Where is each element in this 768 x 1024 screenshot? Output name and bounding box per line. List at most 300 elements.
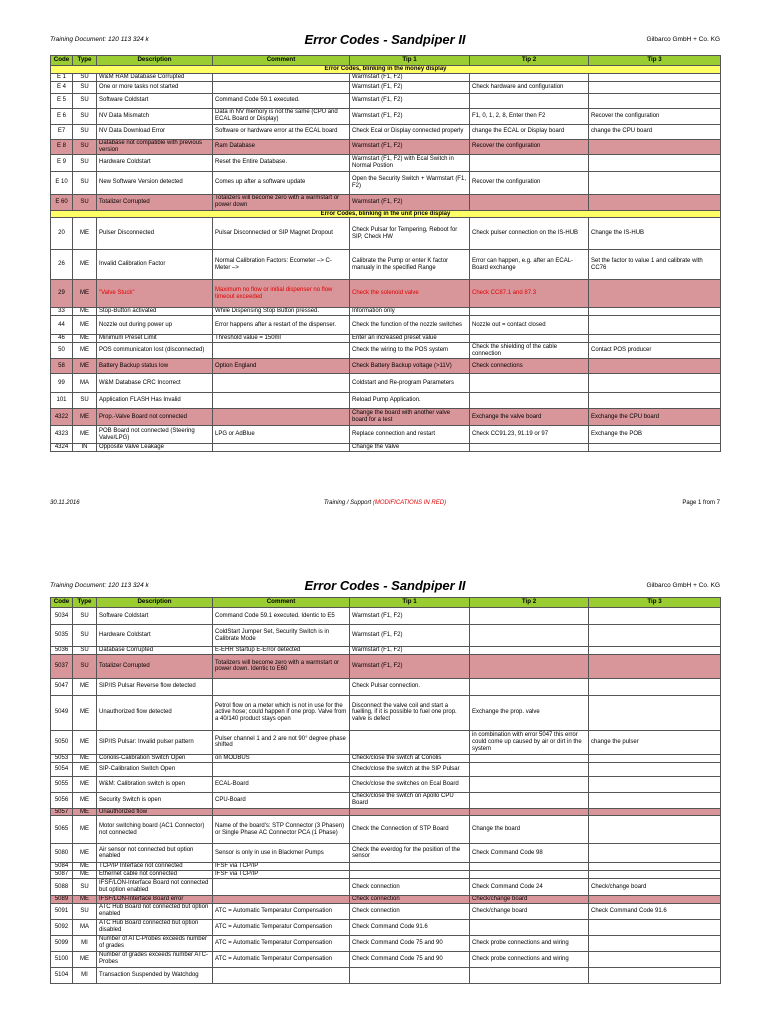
type-cell: ME <box>73 359 97 374</box>
description-cell: Battery Backup status low <box>97 359 213 374</box>
tip2-cell <box>470 863 589 871</box>
tip3-cell <box>589 194 721 210</box>
description-cell: NV Data Mismatch <box>97 108 213 124</box>
tip1-cell: Check the wiring to the POS system <box>350 343 470 359</box>
tip2-cell: Recover the configuration <box>470 171 589 194</box>
tip3-cell <box>589 608 721 625</box>
table-row <box>51 695 721 730</box>
section-title: Error Codes, blinking in the money display <box>51 66 721 74</box>
comment-cell: Normal Calibration Factors: Ecometer –> C-Meter –> <box>213 250 350 280</box>
column-header: Type <box>73 56 97 66</box>
tip1-cell: Warmstart (F1, F2) <box>350 654 470 678</box>
description-cell: Ethernet cable not connected <box>97 871 213 879</box>
description-cell: POS communicaton lost (disconnected) <box>97 343 213 359</box>
section-title: Error Codes, blinking in the unit price display <box>51 210 721 218</box>
table-row <box>51 316 721 335</box>
comment-cell <box>213 444 350 452</box>
type-cell: SU <box>73 608 97 625</box>
tip2-cell <box>470 792 589 808</box>
tip3-cell <box>589 393 721 409</box>
company-name: Gilbarco GmbH + Co. KG <box>646 36 720 43</box>
tip2-cell <box>470 308 589 316</box>
page-2 <box>0 562 768 1024</box>
table-row <box>51 73 721 81</box>
type-cell: ME <box>73 678 97 695</box>
description-cell: Security Switch is open <box>97 792 213 808</box>
tip3-cell: Check Command Code 91.6 <box>589 903 721 919</box>
tip1-cell: Reload Pump Application. <box>350 393 470 409</box>
tip2-cell <box>470 154 589 171</box>
table-row <box>51 625 721 647</box>
tip3-cell <box>589 647 721 655</box>
page-header <box>50 576 720 596</box>
tip3-cell: Check/change board <box>589 878 721 895</box>
tip3-cell <box>589 139 721 154</box>
comment-cell: Comes up after a software update <box>213 171 350 194</box>
code-cell: 5084 <box>51 863 73 871</box>
footer-center <box>50 500 720 506</box>
tip2-cell: Check/change board <box>470 903 589 919</box>
table-row <box>51 93 721 108</box>
table-row <box>51 409 721 426</box>
comment-cell <box>213 878 350 895</box>
tip3-cell <box>589 895 721 903</box>
description-cell: Application FLASH Has Invalid <box>97 393 213 409</box>
code-cell: 4323 <box>51 426 73 444</box>
table-row <box>51 308 721 316</box>
code-cell: E 1 <box>51 73 73 81</box>
tip2-cell <box>470 625 589 647</box>
tip2-cell <box>470 93 589 108</box>
tip1-cell: Check Command Code 91.6 <box>350 919 470 935</box>
tip1-cell: Check Ecal or Display connected properly <box>350 124 470 139</box>
table-row <box>51 754 721 762</box>
type-cell: ME <box>73 316 97 335</box>
code-cell: E 60 <box>51 194 73 210</box>
tip3-cell <box>589 316 721 335</box>
table-row <box>51 816 721 844</box>
comment-cell <box>213 73 350 81</box>
type-cell: SU <box>73 878 97 895</box>
type-cell: ME <box>73 218 97 250</box>
comment-cell: Error happens after a restart of the dispenser. <box>213 316 350 335</box>
code-cell: 5035 <box>51 625 73 647</box>
code-cell: 20 <box>51 218 73 250</box>
table-row <box>51 154 721 171</box>
tip3-cell <box>589 374 721 393</box>
comment-cell: Threshold value = 150ml <box>213 335 350 343</box>
tip3-cell <box>589 919 721 935</box>
type-cell: ME <box>73 844 97 863</box>
description-cell: Software Coldstart <box>97 608 213 625</box>
code-cell: 44 <box>51 316 73 335</box>
type-cell: SU <box>73 154 97 171</box>
tip2-cell: change the ECAL or Display board <box>470 124 589 139</box>
column-header: Comment <box>213 56 350 66</box>
tip3-cell <box>589 863 721 871</box>
description-cell: Coriolis-Calibration Switch Open <box>97 754 213 762</box>
description-cell: New Software Version detected <box>97 171 213 194</box>
tip2-cell <box>470 754 589 762</box>
type-cell: ME <box>73 808 97 816</box>
tip2-cell <box>470 444 589 452</box>
type-cell: ME <box>73 762 97 776</box>
tip1-cell: Check connection <box>350 895 470 903</box>
comment-cell: ECAL-Board <box>213 776 350 792</box>
tip1-cell: Check the Connection of STP Board <box>350 816 470 844</box>
tip2-cell: Exchange the prop. valve <box>470 695 589 730</box>
code-cell: 5050 <box>51 730 73 754</box>
description-cell: W&M RAM Database Corrupted <box>97 73 213 81</box>
tip3-cell <box>589 154 721 171</box>
comment-cell <box>213 895 350 903</box>
section-header-row <box>51 210 721 218</box>
tip3-cell <box>589 762 721 776</box>
description-cell: IFSF/LON-Interface Board error <box>97 895 213 903</box>
table-row <box>51 903 721 919</box>
table-row <box>51 280 721 308</box>
type-cell: ME <box>73 730 97 754</box>
comment-cell: Data in NV memory is not the same (CPU and ECAL Board or Display) <box>213 108 350 124</box>
tip1-cell: Replace connection and restart <box>350 426 470 444</box>
column-header: Tip 1 <box>350 598 470 608</box>
table-header-row <box>51 598 721 608</box>
code-cell: 5057 <box>51 808 73 816</box>
description-cell: Database Corrupted <box>97 647 213 655</box>
comment-cell <box>213 393 350 409</box>
type-cell: ME <box>73 951 97 967</box>
tip1-cell: Enter an increased preset value <box>350 335 470 343</box>
tip2-cell: Check the shielding of the cable connection <box>470 343 589 359</box>
tip3-cell: Exchange the POB <box>589 426 721 444</box>
tip1-cell <box>350 967 470 983</box>
table-row <box>51 730 721 754</box>
code-cell: 5036 <box>51 647 73 655</box>
code-cell: 26 <box>51 250 73 280</box>
tip2-cell: Check probe connections and wiring <box>470 935 589 951</box>
comment-cell: Totalizers will become zero with a warmstart or power down. Identic to E60 <box>213 654 350 678</box>
tip2-cell: Check Command Code 98 <box>470 844 589 863</box>
type-cell: ME <box>73 280 97 308</box>
table-row <box>51 967 721 983</box>
description-cell: Unauthorized flow <box>97 808 213 816</box>
code-cell: 5099 <box>51 935 73 951</box>
code-cell: 5065 <box>51 816 73 844</box>
type-cell: SU <box>73 73 97 81</box>
code-cell: E 10 <box>51 171 73 194</box>
comment-cell <box>213 808 350 816</box>
section-header-row <box>51 66 721 74</box>
code-cell: 5054 <box>51 762 73 776</box>
tip1-cell: Change the board with another valve board for a test <box>350 409 470 426</box>
table-row <box>51 863 721 871</box>
description-cell: ATC Hub Board connected but option disabled <box>97 919 213 935</box>
description-cell: Transaction Suspended by Watchdog <box>97 967 213 983</box>
tip1-cell <box>350 871 470 879</box>
code-cell: 99 <box>51 374 73 393</box>
table-row <box>51 808 721 816</box>
table-row <box>51 393 721 409</box>
comment-cell: Ram Database <box>213 139 350 154</box>
type-cell: ME <box>73 816 97 844</box>
tip1-cell: Check/close the switch at Coriolis <box>350 754 470 762</box>
comment-cell: Name of the board's: STP Connector (3 Phasen) or Single Phase AC Connector PCA (1 Phase) <box>213 816 350 844</box>
tip1-cell: Warmstart (F1, F2) <box>350 647 470 655</box>
comment-cell: Command Code 59.1 executed. Identic to E5 <box>213 608 350 625</box>
comment-cell <box>213 81 350 93</box>
table-row <box>51 951 721 967</box>
type-cell: SU <box>73 393 97 409</box>
type-cell: SU <box>73 171 97 194</box>
tip1-cell: Calibrate the Pump or enter K factor manualy in the specified Range <box>350 250 470 280</box>
code-cell: 5037 <box>51 654 73 678</box>
tip2-cell: Check hardware and configuration <box>470 81 589 93</box>
description-cell: Air sensor not connected but option enabled <box>97 844 213 863</box>
comment-cell: Maximum no flow or initial dispenser no flow timeout exceeded <box>213 280 350 308</box>
tip3-cell: Recover the configuration <box>589 108 721 124</box>
comment-cell <box>213 409 350 426</box>
tip1-cell: Warmstart (F1, F2) <box>350 608 470 625</box>
tip3-cell: Set the factor to value 1 and calibrate with CC76 <box>589 250 721 280</box>
type-cell: ME <box>73 250 97 280</box>
type-cell: SU <box>73 647 97 655</box>
error-code-table <box>50 55 721 452</box>
column-header: Description <box>97 56 213 66</box>
tip2-cell: Recover the configuration <box>470 139 589 154</box>
tip1-cell: Warmstart (F1, F2) <box>350 108 470 124</box>
tip2-cell: Check Command Code 24 <box>470 878 589 895</box>
type-cell: IN <box>73 444 97 452</box>
table-row <box>51 878 721 895</box>
column-header: Comment <box>213 598 350 608</box>
tip1-cell: Warmstart (F1, F2) with Ecal Switch in Normal Postion <box>350 154 470 171</box>
tip3-cell <box>589 654 721 678</box>
tip2-cell: Check probe connections and wiring <box>470 951 589 967</box>
code-cell: 5049 <box>51 695 73 730</box>
table-row <box>51 608 721 625</box>
description-cell: Pulser Disconnected <box>97 218 213 250</box>
tip1-cell: Check connection <box>350 903 470 919</box>
comment-cell <box>213 343 350 359</box>
comment-cell <box>213 762 350 776</box>
table-row <box>51 124 721 139</box>
description-cell: Hardware Coldstart <box>97 625 213 647</box>
description-cell: One or more tasks not started <box>97 81 213 93</box>
code-cell: 4324 <box>51 444 73 452</box>
tip2-cell: Check/change board <box>470 895 589 903</box>
comment-cell: Reset the Entire Database. <box>213 154 350 171</box>
tip1-cell: Change the Valve <box>350 444 470 452</box>
comment-cell: on MODBUS <box>213 754 350 762</box>
tip2-cell <box>470 808 589 816</box>
table-row <box>51 108 721 124</box>
description-cell: Number of ATC-Probes exceeds number of grades <box>97 935 213 951</box>
tip3-cell <box>589 93 721 108</box>
code-cell: 5091 <box>51 903 73 919</box>
type-cell: ME <box>73 695 97 730</box>
comment-cell: Command Code 59.1 executed. <box>213 93 350 108</box>
code-cell: E 5 <box>51 93 73 108</box>
column-header: Tip 2 <box>470 598 589 608</box>
comment-cell: Sensor is only in use in Blackmer Pumps <box>213 844 350 863</box>
type-cell: MA <box>73 374 97 393</box>
tip1-cell: Coldstart and Re-program Parameters <box>350 374 470 393</box>
table-row <box>51 250 721 280</box>
tip3-cell <box>589 81 721 93</box>
comment-cell: Pulser channel 1 and 2 are not 90° degree phase shifted <box>213 730 350 754</box>
code-cell: 58 <box>51 359 73 374</box>
code-cell: 5087 <box>51 871 73 879</box>
table-row <box>51 139 721 154</box>
type-cell: ME <box>73 754 97 762</box>
page-footer <box>50 500 720 510</box>
tip2-cell: Error can happen, e.g. after an ECAL-Board exchange <box>470 250 589 280</box>
type-cell: SU <box>73 124 97 139</box>
type-cell: SU <box>73 903 97 919</box>
tip2-cell <box>470 194 589 210</box>
tip3-cell <box>589 871 721 879</box>
tip1-cell: Check/close the switch at the SIP Pulsar <box>350 762 470 776</box>
tip2-cell: in combination with error 5047 this error could come up caused by air or dirt in the system <box>470 730 589 754</box>
tip1-cell: Check Pulsar for Tempering, Reboot for SIP, Check HW <box>350 218 470 250</box>
table-row <box>51 171 721 194</box>
tip2-cell <box>470 967 589 983</box>
code-cell: 5088 <box>51 878 73 895</box>
description-cell: Minimum Preset Limit <box>97 335 213 343</box>
page-title: Error Codes - Sandpiper II <box>304 578 466 593</box>
table-row <box>51 343 721 359</box>
type-cell: SU <box>73 108 97 124</box>
table-row <box>51 654 721 678</box>
description-cell: SIP-Calibration Switch Open <box>97 762 213 776</box>
tip1-cell: Warmstart (F1, F2) <box>350 625 470 647</box>
tip3-cell <box>589 73 721 81</box>
type-cell: SU <box>73 81 97 93</box>
table-row <box>51 359 721 374</box>
type-cell: ME <box>73 792 97 808</box>
type-cell: ME <box>73 409 97 426</box>
comment-cell: LPG or AdBlue <box>213 426 350 444</box>
tip1-cell: Check the solenoid valve <box>350 280 470 308</box>
table-row <box>51 844 721 863</box>
tip1-cell: Check the function of the nozzle switches <box>350 316 470 335</box>
column-header: Tip 3 <box>589 598 721 608</box>
tip1-cell: Open the Security Switch + Warmstart (F1, F2) <box>350 171 470 194</box>
comment-cell: While Dispensing Stop Button pressed. <box>213 308 350 316</box>
description-cell: W&M Database CRC Incorrect <box>97 374 213 393</box>
tip3-cell <box>589 335 721 343</box>
page-gap <box>0 522 768 562</box>
tip3-cell <box>589 359 721 374</box>
description-cell: Invalid Calibration Factor <box>97 250 213 280</box>
tip2-cell: Check CC87.1 and 87.3 <box>470 280 589 308</box>
type-cell: ME <box>73 863 97 871</box>
column-header: Type <box>73 598 97 608</box>
column-header: Tip 1 <box>350 56 470 66</box>
code-cell: 101 <box>51 393 73 409</box>
tip3-cell <box>589 754 721 762</box>
tip1-cell: Check Command Code 75 and 90 <box>350 951 470 967</box>
tip2-cell <box>470 776 589 792</box>
type-cell: SU <box>73 625 97 647</box>
company-name: Gilbarco GmbH + Co. KG <box>646 582 720 589</box>
type-cell: SU <box>73 654 97 678</box>
footer-date: 30.11.2016 <box>50 500 80 506</box>
tip3-cell <box>589 935 721 951</box>
tip3-cell <box>589 808 721 816</box>
type-cell: ME <box>73 895 97 903</box>
tip3-cell: Change the IS-HUB <box>589 218 721 250</box>
page-title: Error Codes - Sandpiper II <box>304 32 466 47</box>
type-cell: ME <box>73 871 97 879</box>
code-cell: 5092 <box>51 919 73 935</box>
tip1-cell: Check/close the switches on Ecal Board <box>350 776 470 792</box>
tip1-cell: Check/close the switch on Apollo CPU Board <box>350 792 470 808</box>
tip3-cell <box>589 171 721 194</box>
description-cell: Unauthorized flow detected <box>97 695 213 730</box>
description-cell: POB Board not connected (Steering Valve/LPG) <box>97 426 213 444</box>
type-cell: MI <box>73 935 97 951</box>
comment-cell: ATC = Automatic Temperatur Compensation <box>213 935 350 951</box>
code-cell: 29 <box>51 280 73 308</box>
code-cell: E 4 <box>51 81 73 93</box>
tip2-cell: Check CC91.23, 91.19 or 97 <box>470 426 589 444</box>
table-row <box>51 426 721 444</box>
description-cell: Number of grades exceeds number ATC-Probes <box>97 951 213 967</box>
column-header: Tip 3 <box>589 56 721 66</box>
table-row <box>51 678 721 695</box>
document-number: Training Document: 120 113 324 k <box>50 582 149 589</box>
code-cell: 5100 <box>51 951 73 967</box>
table-row <box>51 81 721 93</box>
tip3-cell <box>589 776 721 792</box>
type-cell: MA <box>73 919 97 935</box>
column-header: Code <box>51 56 73 66</box>
description-cell: SIP/IS Pulsar: Invalid pulser pattern <box>97 730 213 754</box>
tip1-cell: Check the everdog for the position of the sensor <box>350 844 470 863</box>
type-cell: SU <box>73 93 97 108</box>
tip2-cell: Check connections <box>470 359 589 374</box>
type-cell: SU <box>73 194 97 210</box>
comment-cell: ATC = Automatic Temperatur Compensation <box>213 951 350 967</box>
tip3-cell <box>589 844 721 863</box>
comment-cell: ATC = Automatic Temperatur Compensation <box>213 903 350 919</box>
comment-cell: Petrol flow on a meter which is not in use for the active hose; could happen if one prop. Valve from a 40/140 product stays open <box>213 695 350 730</box>
tip3-cell <box>589 280 721 308</box>
tip2-cell <box>470 73 589 81</box>
code-cell: 5056 <box>51 792 73 808</box>
tip2-cell: F1, 0, 1, 2, 8, Enter then F2 <box>470 108 589 124</box>
tip3-cell: Contact POS producer <box>589 343 721 359</box>
table-header-row <box>51 56 721 66</box>
tip3-cell <box>589 967 721 983</box>
tip3-cell <box>589 792 721 808</box>
description-cell: ATC Hub Board not connected but option enabled <box>97 903 213 919</box>
description-cell: Totalizer Corrupted <box>97 654 213 678</box>
code-cell: 4322 <box>51 409 73 426</box>
tip1-cell: Warmstart (F1, F2) <box>350 73 470 81</box>
document-number: Training Document: 120 113 324 k <box>50 36 149 43</box>
tip2-cell <box>470 608 589 625</box>
type-cell: ME <box>73 776 97 792</box>
tip3-cell <box>589 678 721 695</box>
footer-page-number: Page 1 from 7 <box>682 500 720 506</box>
code-cell: 5089 <box>51 895 73 903</box>
table-row <box>51 218 721 250</box>
comment-cell: IFSF via TCP/IP <box>213 871 350 879</box>
description-cell: Totalizer Corrupted <box>97 194 213 210</box>
column-header: Description <box>97 598 213 608</box>
